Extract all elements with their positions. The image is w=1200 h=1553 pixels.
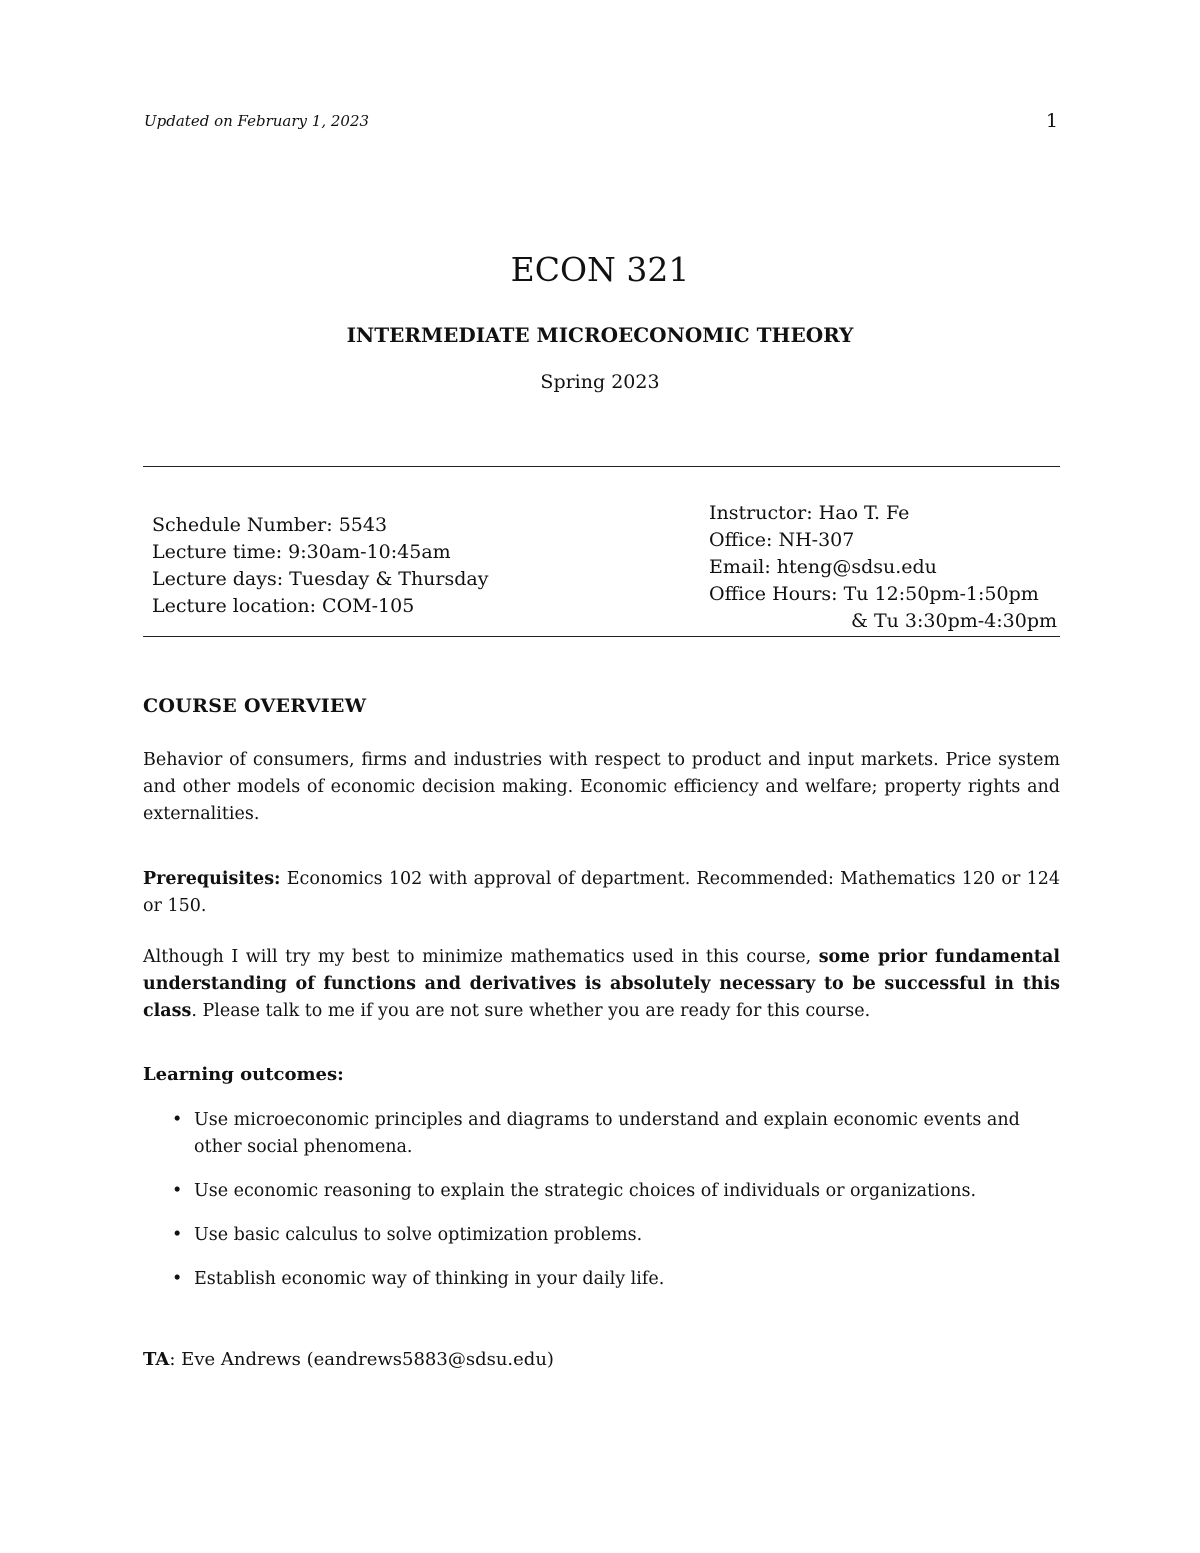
lecture-location: Lecture location: COM-105	[152, 595, 415, 617]
lecture-days: Lecture days: Tuesday & Thursday	[152, 568, 489, 590]
list-item: • Use microeconomic principles and diagrams to understand and explain economic events and other social phenomena.	[172, 1107, 1060, 1161]
learning-outcomes-list	[172, 1107, 1060, 1310]
instructor-info	[709, 500, 1057, 635]
instructor-name: Instructor: Hao T. Fe	[709, 502, 910, 524]
ta-contact: : Eve Andrews (eandrews5883@sdsu.edu)	[169, 1349, 554, 1370]
running-head-updated: Updated on February 1, 2023	[144, 112, 370, 130]
bullet-icon: •	[172, 1110, 183, 1130]
course-title: INTERMEDIATE MICROECONOMIC THEORY	[346, 323, 854, 347]
lecture-time: Lecture time: 9:30am-10:45am	[152, 541, 451, 563]
learning-outcomes-heading: Learning outcomes:	[143, 1064, 344, 1085]
bottom-divider	[143, 636, 1060, 637]
prerequisites-paragraph	[143, 866, 1060, 920]
list-item: • Use basic calculus to solve optimization problems.	[172, 1222, 1060, 1249]
page-number: 1	[1045, 110, 1058, 132]
bullet-icon: •	[172, 1225, 183, 1245]
course-code-title: ECON 321	[510, 250, 690, 289]
math-note-intro: Although I will try my best to minimize mathematics used in this course,	[143, 947, 819, 967]
instructor-office: Office: NH-307	[709, 529, 855, 551]
ta-line	[143, 1349, 554, 1370]
list-item: • Use economic reasoning to explain the strategic choices of individuals or organizations.	[172, 1178, 1060, 1205]
schedule-number: Schedule Number: 5543	[152, 514, 388, 536]
course-term: Spring 2023	[540, 371, 660, 393]
prerequisites-label: Prerequisites:	[143, 869, 281, 889]
office-hours-2: & Tu 3:30pm-4:30pm	[851, 610, 1058, 632]
course-overview-heading: COURSE OVERVIEW	[143, 695, 367, 717]
math-note-emphasis: some prior fundamental understanding of functions and derivatives is absolutely necessary to be successful in this class	[143, 947, 1060, 1021]
bullet-icon: •	[172, 1181, 183, 1201]
office-hours-1: Office Hours: Tu 12:50pm-1:50pm	[709, 583, 1039, 605]
schedule-info	[152, 512, 488, 620]
instructor-email: Email: hteng@sdsu.edu	[709, 556, 937, 578]
top-divider	[143, 466, 1060, 467]
list-item: • Establish economic way of thinking in your daily life.	[172, 1266, 1060, 1293]
ta-label: TA	[143, 1349, 170, 1370]
math-note-paragraph	[143, 944, 1060, 1025]
course-description: Behavior of consumers, firms and industries with respect to product and input markets. Price system and other models of economic decision making. Economic efficiency and welfare; property rights and externalities.	[143, 750, 1060, 824]
math-note-end: . Please talk to me if you are not sure whether you are ready for this course.	[191, 1001, 871, 1021]
prerequisites-text: Economics 102 with approval of department. Recommended: Mathematics 120 or 124 or 150.	[143, 869, 1060, 916]
bullet-icon: •	[172, 1269, 183, 1289]
